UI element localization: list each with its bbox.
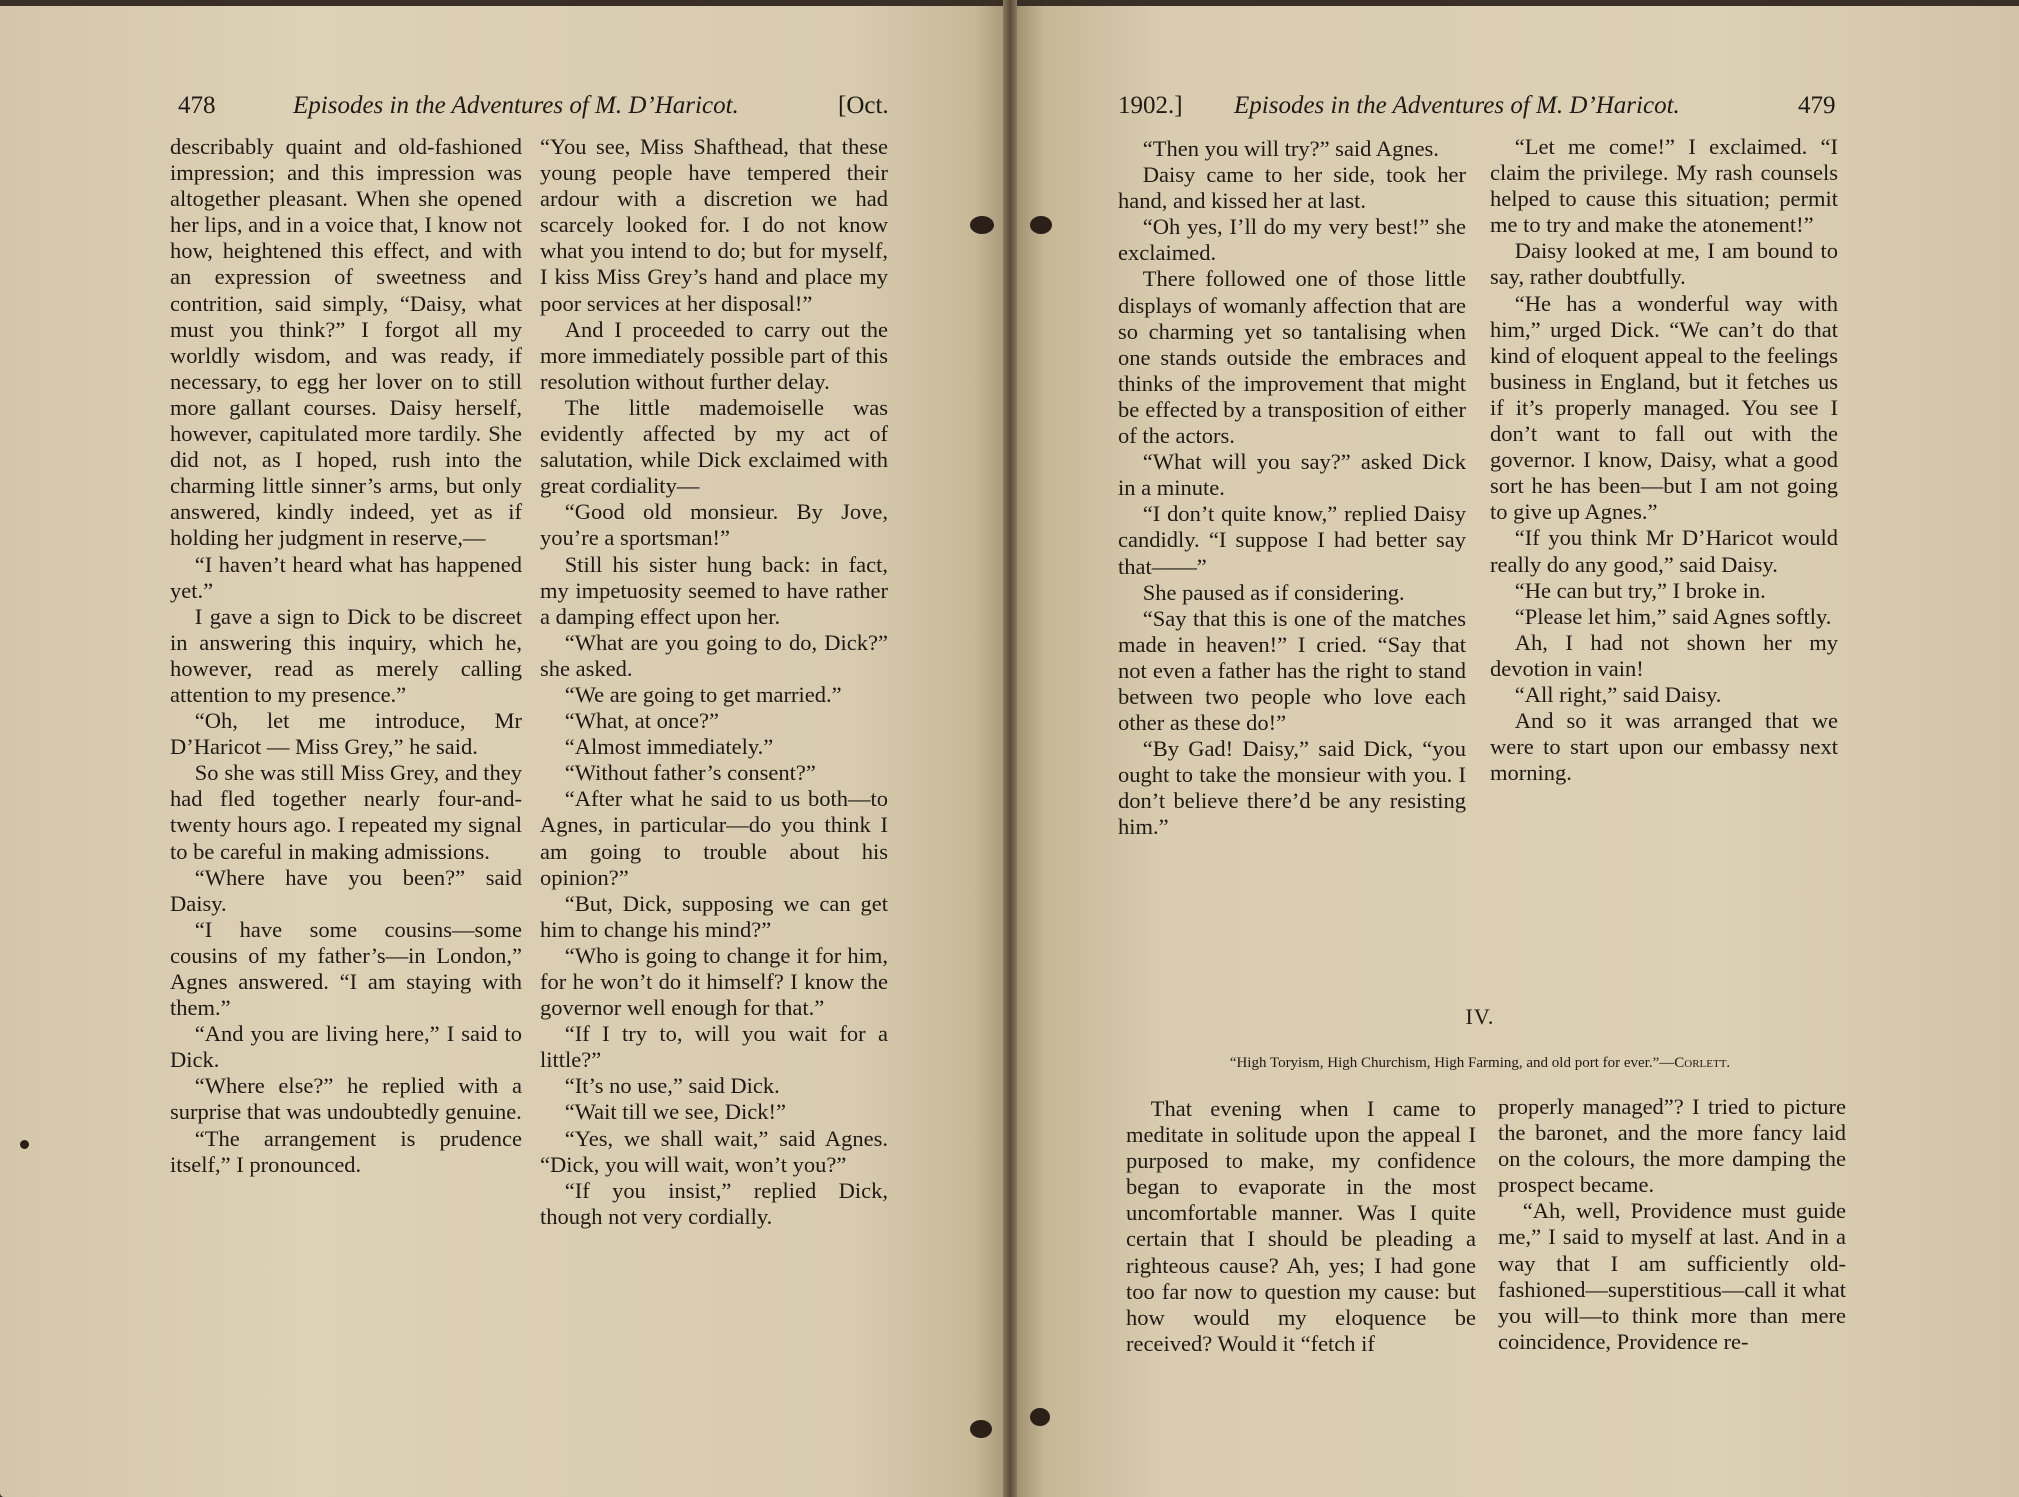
binding-hole-mark	[1030, 1408, 1050, 1426]
paragraph: properly managed”? I tried to picture the baronet, and the more fancy laid on the colours, the more damping the prospect became.	[1498, 1094, 1846, 1198]
issue-date: [Oct.	[838, 92, 889, 119]
running-title: Episodes in the Adventures of M. D’Haricot.	[1234, 92, 1680, 119]
paragraph: And I proceeded to carry out the more immediately possible part of this resolution without further delay.	[540, 316, 888, 394]
paragraph: The little mademoiselle was evidently affected by my act of salutation, while Dick exclaimed with great cordiality—	[540, 394, 888, 499]
paragraph: “The arrangement is prudence itself,” I pronounced.	[170, 1125, 522, 1177]
paragraph: “Oh yes, I’ll do my very best!” she exclaimed.	[1118, 214, 1466, 266]
paragraph: “If you think Mr D’Haricot would really do any good,” said Daisy.	[1490, 525, 1838, 577]
text-column-left-1	[170, 134, 522, 1178]
left-page-header	[178, 86, 898, 126]
paragraph: “And you are living here,” I said to Dick.	[170, 1021, 522, 1073]
paragraph: “Where have you been?” said Daisy.	[170, 864, 522, 916]
text-column-right-1	[1118, 136, 1466, 841]
paragraph: “I haven’t heard what has happened yet.”	[170, 551, 522, 603]
book-gutter	[1003, 0, 1017, 1497]
running-title: Episodes in the Adventures of M. D’Haricot.	[293, 92, 739, 119]
paragraph: “But, Dick, supposing we can get him to change his mind?”	[540, 890, 888, 942]
paragraph: There followed one of those little displays of womanly affection that are so charming yet so tantalising when one stands outside the embraces and thinks of the improvement that might be effected by a transposition of either of the actors.	[1118, 266, 1466, 449]
text-column-left-2	[540, 134, 888, 1230]
paragraph: “Wait till we see, Dick!”	[564, 1099, 786, 1125]
paragraph: And so it was arranged that we were to start upon our embassy next morning.	[1490, 708, 1838, 786]
paragraph: “Without father’s consent?”	[564, 760, 816, 786]
paragraph: “What, at once?”	[564, 708, 720, 734]
paragraph: “Then you will try?” said Agnes.	[1142, 136, 1439, 161]
paragraph: describably quaint and old-fashioned impression; and this impression was altogether pleasant. When she opened her lips, and in a voice that, I know not how, heightened this effect, and with an expression of sweetness and contrition, said simply, “Daisy, what must you think?” I forgot all my worldly wisdom, and was ready, if necessary, to egg her lover on to still more gallant courses. Daisy herself, however, capitulated more tardily. She did not, as I hoped, rush into the charming little sinner’s arms, but only answered, kindly indeed, yet as if holding her judgment in reserve,—	[170, 134, 522, 551]
paragraph: “We are going to get married.”	[564, 681, 842, 707]
text-column-right-4	[1498, 1094, 1846, 1355]
paragraph: “All right,” said Daisy.	[1514, 681, 1722, 707]
binding-hole-mark	[1030, 216, 1052, 234]
paragraph: She paused as if considering.	[1142, 579, 1405, 605]
page-number: 478	[178, 92, 216, 119]
paragraph: “It’s no use,” said Dick.	[564, 1073, 780, 1099]
paragraph: “I don’t quite know,” replied Daisy candidly. “I suppose I had better say that——”	[1118, 501, 1466, 579]
paragraph: Ah, I had not shown her my devotion in vain!	[1490, 629, 1838, 681]
right-page-header	[1118, 86, 1838, 126]
paragraph: “Yes, we shall wait,” said Agnes. “Dick, you will wait, won’t you?”	[540, 1125, 888, 1177]
paragraph: Daisy came to her side, took her hand, and kissed her at last.	[1118, 162, 1466, 214]
epigraph	[1130, 1052, 1830, 1074]
paragraph: “If you insist,” replied Dick, though not very cordially.	[540, 1177, 888, 1229]
issue-date: 1902.]	[1118, 92, 1183, 119]
epigraph-quote: “High Toryism, High Churchism, High Farming, and old port for ever.”—	[1229, 1055, 1675, 1071]
paragraph: So she was still Miss Grey, and they had fled together nearly four-and-twenty hours ago. I repeated my signal to be careful in making admissions.	[170, 760, 522, 864]
text-column-right-3	[1126, 1096, 1476, 1357]
paragraph: Still his sister hung back: in fact, my impetuosity seemed to have rather a damping effect upon her.	[540, 551, 888, 629]
binding-hole-mark	[970, 1420, 992, 1438]
paragraph: “Oh, let me introduce, Mr D’Haricot — Miss Grey,” he said.	[170, 708, 522, 760]
paragraph: “What are you going to do, Dick?” she asked.	[540, 629, 888, 681]
page-number: 479	[1798, 92, 1836, 119]
paragraph: I gave a sign to Dick to be discreet in answering this inquiry, which he, however, read as merely calling attention to my presence.”	[170, 603, 522, 707]
paragraph: “Where else?” he replied with a surprise that was undoubtedly genuine.	[170, 1073, 522, 1125]
paragraph: “You see, Miss Shafthead, that these young people have tempered their ardour with a discretion we had scarcely looked for. I do not know what you intend to do; but for myself, I kiss Miss Grey’s hand and place my poor services at her disposal!”	[540, 134, 888, 316]
paragraph: “Ah, well, Providence must guide me,” I said to myself at last. And in a way that I am sufficiently old-fashioned—superstitious—call it what you will—to think more than mere coincidence, Providence re-	[1498, 1198, 1846, 1354]
paragraph: “Let me come!” I exclaimed. “I claim the privilege. My rash counsels helped to cause this situation; permit me to try and make the atonement!”	[1490, 134, 1838, 238]
paragraph: Daisy looked at me, I am bound to say, rather doubtfully.	[1490, 238, 1838, 290]
paragraph: “He has a wonderful way with him,” urged Dick. “We can’t do that kind of eloquent appeal to the feelings business in England, but it fetches us if it’s properly managed. You see I don’t want to fall out with the governor. I know, Daisy, what a good sort he has been—but I am not going to give up Agnes.”	[1490, 290, 1838, 525]
text-column-right-2	[1490, 134, 1838, 786]
paragraph: “I have some cousins—some cousins of my father’s—in London,” Agnes answered. “I am staying with them.”	[170, 916, 522, 1021]
section-heading: IV.	[1465, 1004, 1495, 1029]
paragraph: “He can but try,” I broke in.	[1514, 577, 1766, 603]
paragraph: That evening when I came to meditate in solitude upon the appeal I purposed to make, my confidence began to evaporate in the most uncomfortable manner. Was I quite certain that I should be pleading a righteous cause? Ah, yes; I had gone too far now to question my cause: but how would my eloquence be received? Would it “fetch if	[1126, 1096, 1476, 1356]
epigraph-author: Corlett.	[1674, 1055, 1731, 1071]
paragraph: “Say that this is one of the matches made in heaven!” I cried. “Say that not even a father has the right to stand between two people who love each other as these do!”	[1118, 605, 1466, 736]
paragraph: “Almost immediately.”	[564, 734, 774, 760]
paragraph: “Who is going to change it for him, for he won’t do it himself? I know the governor well enough for that.”	[540, 942, 888, 1021]
binding-hole-mark	[970, 216, 994, 234]
paragraph: “If I try to, will you wait for a little?”	[540, 1021, 888, 1073]
paragraph: “Please let him,” said Agnes softly.	[1514, 603, 1832, 629]
ink-spot	[20, 1140, 29, 1149]
paragraph: “What will you say?” asked Dick in a minute.	[1118, 449, 1466, 501]
paragraph: “Good old monsieur. By Jove, you’re a sportsman!”	[540, 499, 888, 551]
paragraph: “By Gad! Daisy,” said Dick, “you ought to take the monsieur with you. I don’t believe there’d be any resisting him.”	[1118, 736, 1466, 840]
paragraph: “After what he said to us both—to Agnes, in particular—do you think I am going to trouble about his opinion?”	[540, 786, 888, 890]
